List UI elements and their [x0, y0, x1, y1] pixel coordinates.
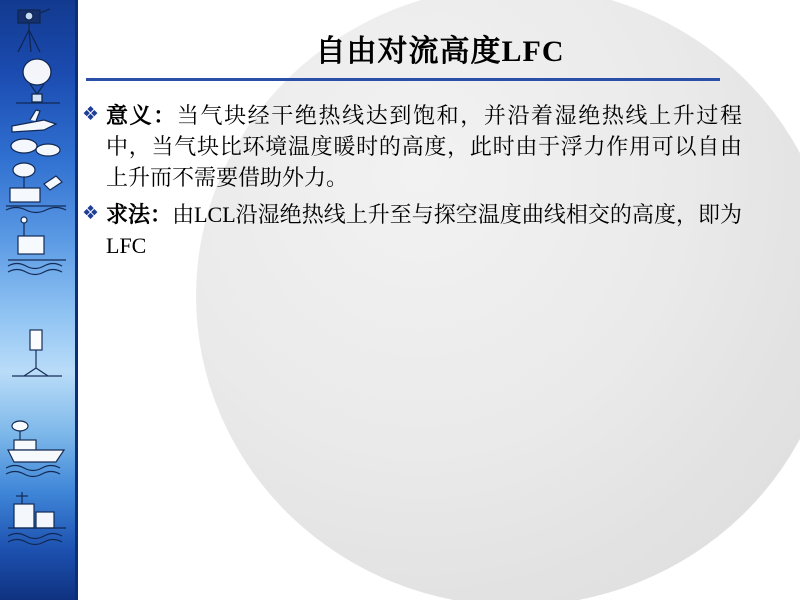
camera-tripod-icon	[4, 4, 70, 56]
research-ship-icon	[4, 416, 70, 478]
diamond-bullet-icon: ❖	[82, 203, 100, 224]
bullet-body-text: 由LCL沿湿绝热线上升至与探空温度曲线相交的高度，即为LFC	[106, 202, 742, 258]
bullet-item	[82, 100, 742, 193]
bullet-item	[82, 199, 742, 261]
diamond-bullet-icon: ❖	[82, 104, 100, 125]
slide-title: 自由对流高度LFC	[315, 35, 565, 68]
sidebar-illustration-strip	[0, 0, 75, 600]
coastal-station-icon	[4, 486, 70, 548]
weather-balloon-icon	[4, 56, 70, 108]
airplane-icon	[4, 106, 70, 158]
bullet-body-text: 当气块经干绝热线达到饱和，并沿着湿绝热线上升过程中，当气块比环境温度暖时的高度，此时由于浮力作用可以自由上升而不需要借助外力。	[106, 103, 742, 190]
title-underline	[86, 78, 720, 81]
bullet-content	[106, 199, 742, 261]
radiosonde-icon	[4, 322, 70, 382]
background-ellipse	[196, 0, 800, 600]
ocean-buoy-platform-icon	[4, 216, 70, 276]
sidebar-divider	[75, 0, 78, 600]
bullet-label: 求法：	[106, 202, 173, 227]
radar-station-icon	[4, 158, 70, 216]
bullet-label: 意义：	[106, 103, 177, 128]
slide-body	[82, 100, 742, 267]
bullet-content	[106, 100, 742, 193]
